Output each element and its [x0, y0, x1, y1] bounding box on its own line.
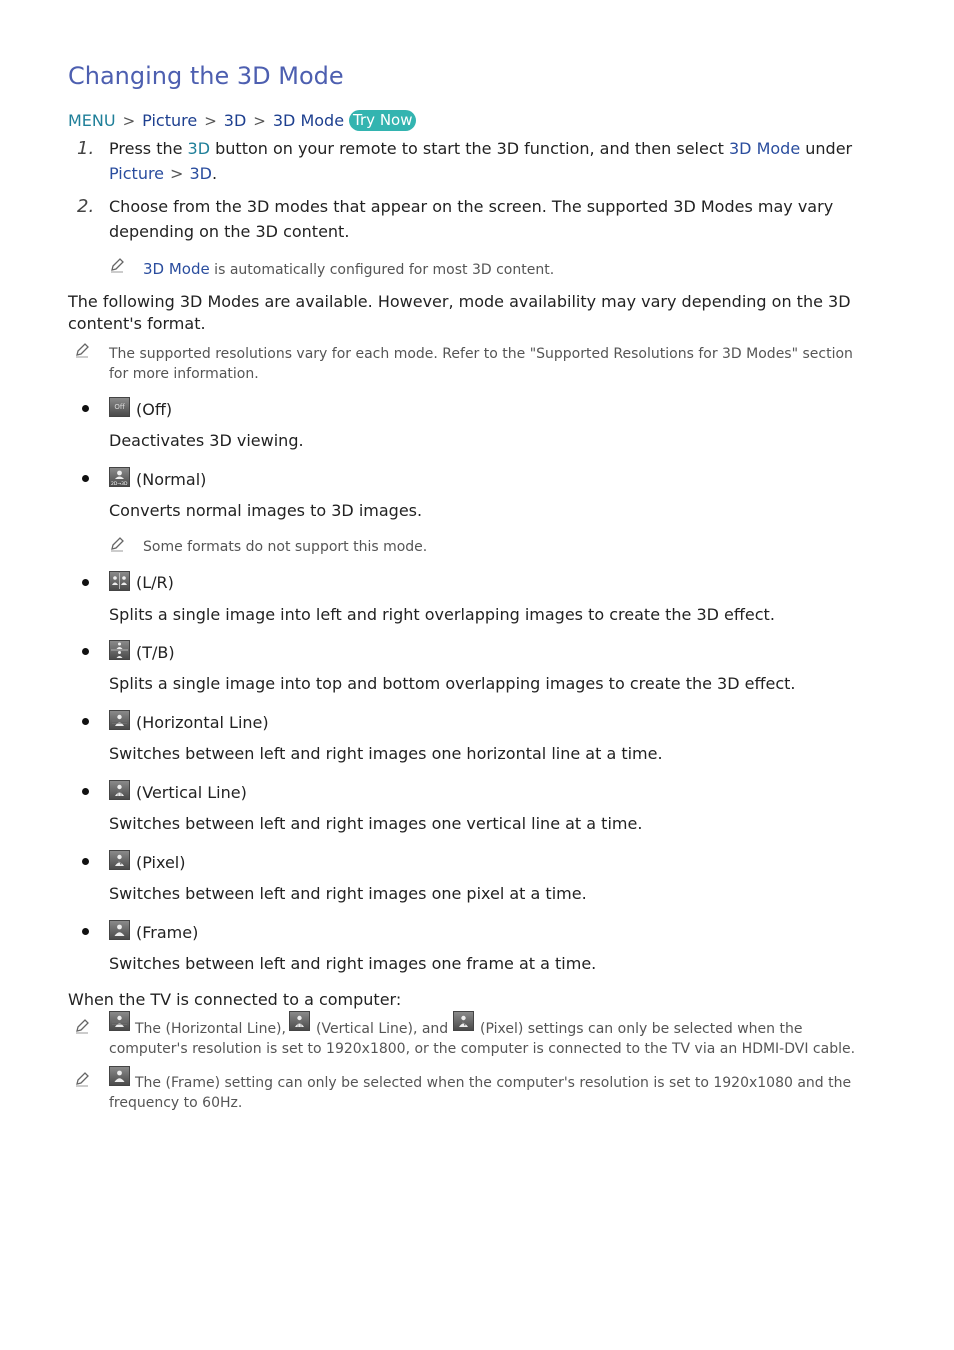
- vertical-line-icon: [289, 1011, 310, 1031]
- step-number: 2.: [77, 196, 95, 217]
- tb-icon: [109, 640, 130, 660]
- note-supported-resolutions: The supported resolutions vary for each mode. Refer to the "Supported Resolutions for 3D Modes" section: [109, 346, 853, 362]
- pencil-note-icon: [74, 1071, 90, 1087]
- mode-desc-vertical-line: Switches between left and right images one vertical line at a time.: [109, 814, 643, 833]
- pencil-note-icon: [74, 1018, 90, 1034]
- note-computer-text-b: (Vertical Line), and: [316, 1021, 449, 1037]
- path-separator: >: [170, 164, 184, 183]
- mode-desc-horizontal-line: Switches between left and right images one horizontal line at a time.: [109, 744, 663, 763]
- highlight-picture: Picture: [109, 164, 165, 183]
- note-computer-text-c: (Pixel) settings can only be selected when the: [480, 1021, 803, 1037]
- bullet: [82, 858, 89, 865]
- normal-2d-to-3d-icon: [109, 467, 130, 487]
- vertical-line-icon: [109, 780, 130, 800]
- step-text: under: [800, 139, 853, 158]
- step-2-text-line2: depending on the 3D content.: [109, 222, 350, 241]
- note-3d-mode-auto: [143, 260, 554, 278]
- breadcrumb-3d-mode[interactable]: 3D Mode: [272, 111, 345, 130]
- note-computer-text-line2: computer's resolution is set to 1920x1800, or the computer is connected to the TV via an HDMI-DVI cable.: [109, 1041, 856, 1057]
- bullet: [82, 579, 89, 586]
- breadcrumb: [68, 110, 416, 131]
- mode-desc-lr: Splits a single image into left and right overlapping images to create the 3D effect.: [109, 605, 775, 624]
- paragraph-computer: When the TV is connected to a computer:: [68, 990, 402, 1009]
- mode-label-vertical-line: (Vertical Line): [136, 783, 247, 802]
- lr-icon: [109, 571, 130, 591]
- note-computer-text-a: The (Horizontal Line),: [135, 1021, 286, 1037]
- step-2-text: Choose from the 3D modes that appear on the screen. The supported 3D Modes may vary: [109, 197, 834, 216]
- mode-label-normal: (Normal): [136, 470, 207, 489]
- pencil-note-icon: [109, 536, 125, 552]
- pencil-note-icon: [74, 342, 90, 358]
- mode-label-pixel: (Pixel): [136, 853, 186, 872]
- note-frame-setting: The (Frame) setting can only be selected when the computer's resolution is set to 1920x1080 and the: [135, 1075, 852, 1091]
- step-text: .: [211, 164, 218, 183]
- highlight-3d: 3D: [189, 164, 212, 183]
- note-text: is automatically configured for most 3D content.: [209, 262, 555, 278]
- horizontal-line-icon: [109, 710, 130, 730]
- mode-label-horizontal-line: (Horizontal Line): [136, 713, 269, 732]
- mode-label-tb: (T/B): [136, 643, 175, 662]
- step-number: 1.: [77, 138, 95, 159]
- mode-desc-tb: Splits a single image into top and bottom overlapping images to create the 3D effect.: [109, 674, 796, 693]
- step-1-text-line2: [109, 164, 217, 183]
- note-some-formats: Some formats do not support this mode.: [143, 539, 428, 555]
- paragraph-modes-available-line2: content's format.: [68, 314, 206, 333]
- pencil-note-icon: [109, 257, 125, 273]
- breadcrumb-separator: >: [253, 111, 266, 130]
- breadcrumb-separator: >: [122, 111, 136, 130]
- mode-label-frame: (Frame): [136, 923, 199, 942]
- pixel-icon: [109, 850, 130, 870]
- try-now-button[interactable]: Try Now: [349, 110, 416, 131]
- step-text: Press the: [109, 139, 188, 158]
- frame-icon: [109, 1066, 130, 1086]
- mode-label-lr: (L/R): [136, 573, 174, 592]
- note-frame-setting-line2: frequency to 60Hz.: [109, 1095, 243, 1111]
- breadcrumb-separator: >: [204, 111, 217, 130]
- breadcrumb-picture[interactable]: Picture: [142, 111, 198, 130]
- bullet: [82, 788, 89, 795]
- mode-desc-off: Deactivates 3D viewing.: [109, 431, 304, 450]
- svg-text:2D→3D: 2D→3D: [111, 482, 128, 486]
- bullet: [82, 475, 89, 482]
- bullet: [82, 648, 89, 655]
- frame-icon: [109, 920, 130, 940]
- pixel-icon: [453, 1011, 474, 1031]
- step-1-text: [109, 139, 852, 158]
- highlight-3d-mode: 3D Mode: [143, 260, 210, 278]
- bullet: [82, 718, 89, 725]
- step-text: button on your remote to start the 3D function, and then select: [210, 139, 729, 158]
- off-icon: Off: [109, 397, 130, 417]
- page-title: Changing the 3D Mode: [68, 62, 344, 90]
- paragraph-modes-available: The following 3D Modes are available. However, mode availability may vary depending on the 3D: [68, 292, 851, 311]
- bullet: [82, 405, 89, 412]
- mode-desc-normal: Converts normal images to 3D images.: [109, 501, 423, 520]
- note-supported-resolutions-line2: for more information.: [109, 366, 259, 382]
- highlight-3d-button: 3D: [187, 139, 211, 158]
- breadcrumb-menu[interactable]: MENU: [68, 111, 116, 130]
- mode-desc-pixel: Switches between left and right images one pixel at a time.: [109, 884, 587, 903]
- highlight-3d-mode: 3D Mode: [728, 139, 801, 158]
- bullet: [82, 928, 89, 935]
- mode-label-off: (Off): [136, 400, 173, 419]
- mode-desc-frame: Switches between left and right images one frame at a time.: [109, 954, 597, 973]
- horizontal-line-icon: [109, 1011, 130, 1031]
- breadcrumb-3d[interactable]: 3D: [223, 111, 247, 130]
